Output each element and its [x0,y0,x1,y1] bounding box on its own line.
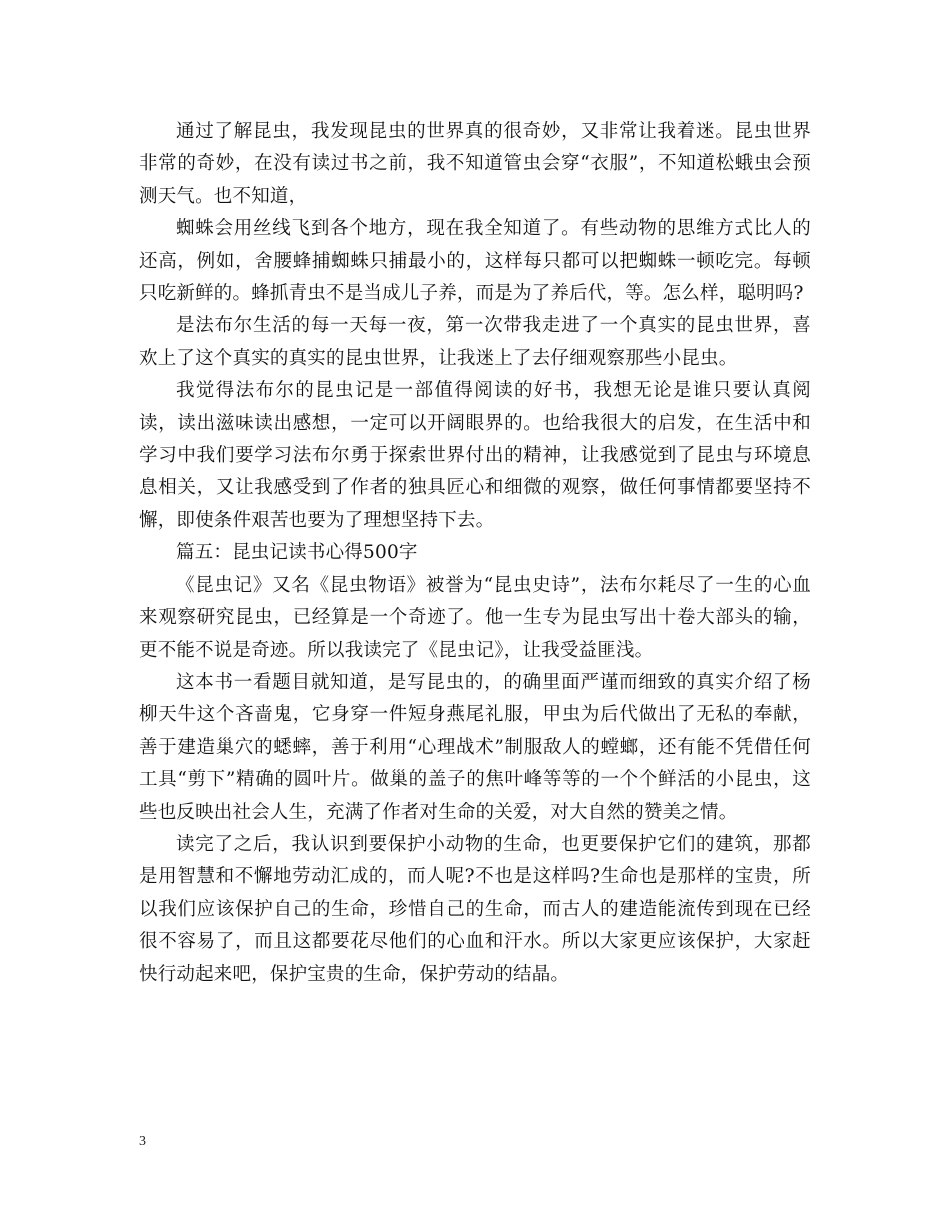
paragraph: 读完了之后，我认识到要保护小动物的生命，也更要保护它们的建筑，那都是用智慧和不懈地劳动汇成的，而人呢?不也是这样吗?生命也是那样的宝贵，所以我们应该保护自己的生命，珍惜自己的生命，而古人的建造能流传到现在已经很不容易了，而且这都要花尽他们的心血和汗水。所以大家更应该保护，大家赶快行动起来吧，保护宝贵的生命，保护劳动的结晶。 [139,833,811,985]
paragraph: 这本书一看题目就知道，是写昆虫的，的确里面严谨而细致的真实介绍了杨柳天牛这个吝啬鬼，它身穿一件短身燕尾礼服，甲虫为后代做出了无私的奉献，善于建造巢穴的蟋蟀，善于利用“心理战术”制服敌人的螳螂，还有能不凭借任何工具“剪下”精确的圆叶片。做巢的盖子的焦叶峰等等的一个个鲜活的小昆虫，这些也反映出社会人生，充满了作者对生命的关爱，对大自然的赞美之情。 [139,671,811,823]
page-number: 3 [139,1134,146,1149]
paragraph: 《昆虫记》又名《昆虫物语》被誉为“昆虫史诗”，法布尔耗尽了一生的心血来观察研究昆虫，已经算是一个奇迹了。他一生专为昆虫写出十卷大部头的输，更不能不说是奇迹。所以我读完了《昆虫记》，让我受益匪浅。 [139,574,811,661]
paragraph: 我觉得法布尔的昆虫记是一部值得阅读的好书，我想无论是谁只要认真阅读，读出滋味读出感想，一定可以开阔眼界的。也给我很大的启发，在生活中和学习中我们要学习法布尔勇于探索世界付出的精神，让我感觉到了昆虫与环境息息相关，又让我感受到了作者的独具匠心和细微的观察，做任何事情都要坚持不懈，即使条件艰苦也要为了理想坚持下去。 [139,380,811,531]
paragraph: 通过了解昆虫，我发现昆虫的世界真的很奇妙，又非常让我着迷。昆虫世界非常的奇妙，在没有读过书之前，我不知道管虫会穿“衣服”，不知道松蛾虫会预测天气。也不知道， [139,121,811,207]
section-heading: 篇五：昆虫记读书心得500字 [176,542,418,564]
paragraph: 是法布尔生活的每一天每一夜，第一次带我走进了一个真实的昆虫世界，喜欢上了这个真实的真实的昆虫世界，让我迷上了去仔细观察那些小昆虫。 [139,315,811,369]
document-body [139,116,811,991]
paragraph: 蜘蛛会用丝线飞到各个地方，现在我全知道了。有些动物的思维方式比人的还高，例如，舍腰蜂捕蜘蛛只捕最小的，这样每只都可以把蜘蛛一顿吃完。每顿只吃新鲜的。蜂抓青虫不是当成儿子养，而是为了养后代，等。怎么样，聪明吗? [139,218,811,305]
